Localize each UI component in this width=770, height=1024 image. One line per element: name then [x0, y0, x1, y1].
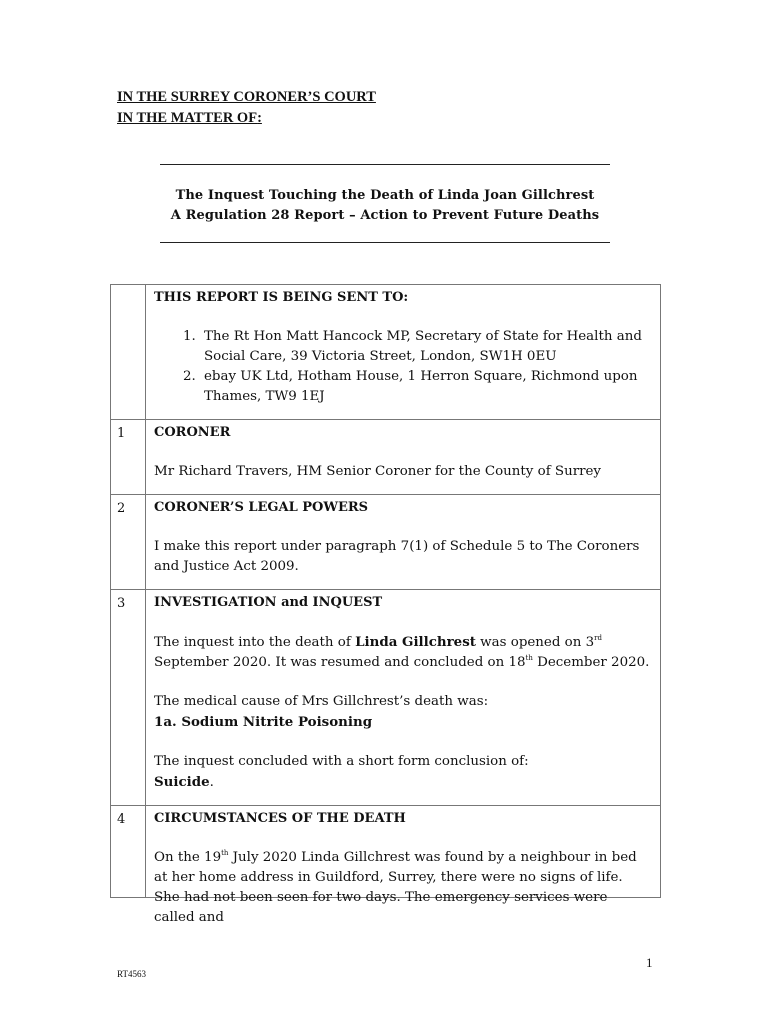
section-cell	[146, 495, 661, 590]
recipients-cell	[146, 285, 661, 420]
section-heading: CORONER’S LEGAL POWERS	[154, 500, 369, 515]
section-row-legal-powers	[111, 495, 661, 590]
top-divider	[160, 164, 610, 165]
section-heading: INVESTIGATION and INQUEST	[154, 595, 383, 610]
court-heading: IN THE SURREY CORONER’S COURT	[117, 89, 376, 105]
inquest-dates-text: The inquest into the death of Linda Gillchrest was opened on 3rd September 2020. It was resumed and concluded on 18th December 2020.	[154, 634, 650, 670]
page-number: 1	[646, 955, 653, 970]
recipients-list	[154, 327, 652, 407]
section-cell	[146, 590, 661, 806]
report-subtitle: A Regulation 28 Report – Action to Prevent Future Deaths	[170, 208, 600, 223]
document-reference: RT4563	[117, 969, 146, 979]
matter-colon: :	[257, 110, 262, 126]
cause-of-death: 1a. Sodium Nitrite Poisoning	[154, 714, 373, 730]
section-text: Mr Richard Travers, HM Senior Coroner for the County of Surrey	[154, 464, 601, 479]
row-number: 3	[111, 590, 146, 806]
section-row-circumstances	[111, 806, 661, 898]
section-row-coroner	[111, 420, 661, 495]
deceased-name: Linda Gillchrest	[355, 634, 476, 650]
section-cell	[146, 420, 661, 495]
recipients-heading: THIS REPORT IS BEING SENT TO:	[154, 290, 409, 305]
recipient-item: 1. The Rt Hon Matt Hancock MP, Secretary of State for Health and Social Care, 39 Victoria Street, London, SW1H 0EU	[200, 327, 652, 367]
section-heading: CIRCUMSTANCES OF THE DEATH	[154, 811, 406, 826]
recipients-row	[111, 285, 661, 420]
row-number: 4	[111, 806, 146, 898]
section-row-investigation	[111, 590, 661, 806]
section-body-clip	[154, 809, 652, 925]
row-number: 1	[111, 420, 146, 495]
recipient-item: 2. ebay UK Ltd, Hotham House, 1 Herron Square, Richmond upon Thames, TW9 1EJ	[200, 367, 652, 407]
report-table	[110, 284, 661, 925]
row-number-empty	[111, 285, 146, 420]
section-cell	[146, 806, 661, 925]
matter-heading	[117, 110, 262, 127]
row-number: 2	[111, 495, 146, 590]
conclusion-value: Suicide	[154, 774, 210, 790]
conclusion: The inquest concluded with a short form conclusion of: Suicide.	[154, 754, 529, 790]
report-title: The Inquest Touching the Death of Linda Joan Gillchrest	[175, 188, 595, 203]
matter-label: IN THE MATTER OF	[117, 110, 258, 126]
section-text: On the 19th July 2020 Linda Gillchrest was found by a neighbour in bed at her home address in Guildford, Surrey, there were no signs of life. She had not been seen for two days. The emergency services were called and	[154, 849, 637, 925]
bottom-divider	[160, 242, 610, 243]
medical-cause: The medical cause of Mrs Gillchrest’s death was: 1a. Sodium Nitrite Poisoning	[154, 694, 489, 730]
section-heading: CORONER	[154, 425, 231, 440]
section-text: I make this report under paragraph 7(1) of Schedule 5 to The Coroners and Justice Act 2009.	[154, 539, 640, 574]
